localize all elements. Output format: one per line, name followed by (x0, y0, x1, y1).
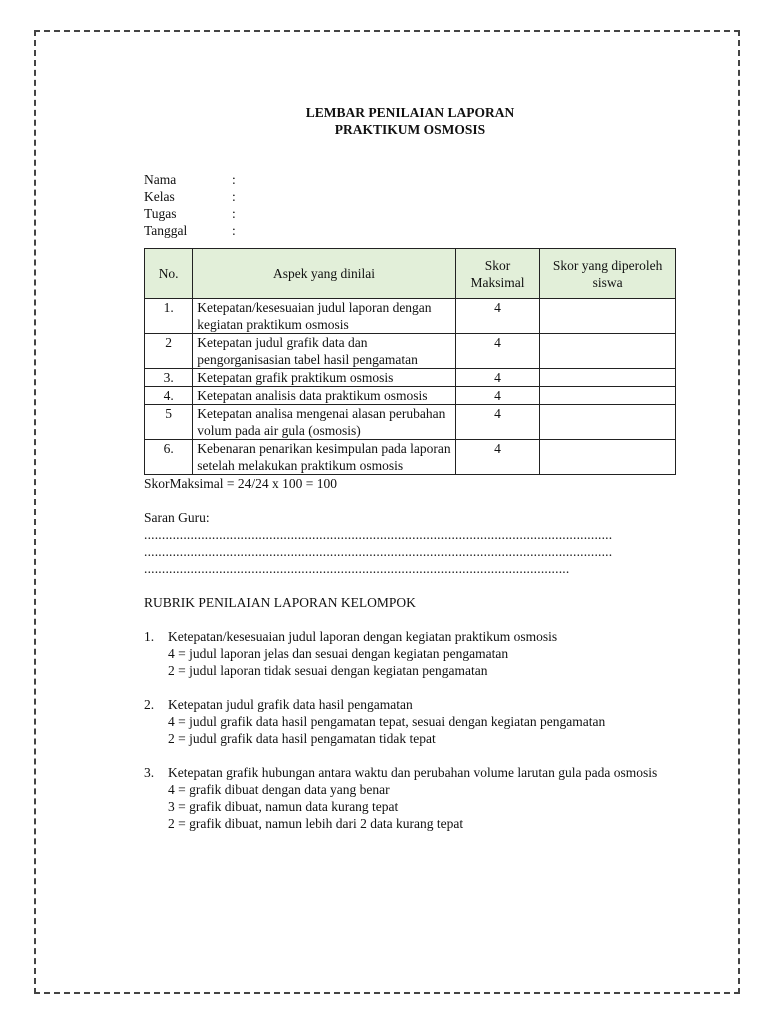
cell-skor-diperoleh[interactable] (540, 405, 676, 440)
identity-row-kelas (144, 188, 676, 205)
identity-colon: : (232, 189, 236, 204)
table-row (145, 387, 676, 405)
header-no: No. (145, 249, 193, 299)
cell-skor-diperoleh[interactable] (540, 369, 676, 387)
identity-fields (144, 171, 676, 239)
saran-line: ....................................................................................................................... (144, 561, 570, 576)
cell-no: 4. (145, 387, 193, 405)
identity-colon: : (232, 223, 236, 238)
identity-colon: : (232, 172, 236, 187)
header-skor-diperoleh: Skor yang diperoleh siswa (540, 249, 676, 299)
rubrik-score-desc: 4 = judul grafik data hasil pengamatan tepat, sesuai dengan kegiatan pengamatan (168, 714, 606, 729)
cell-no: 5 (145, 405, 193, 440)
rubrik-score-desc: 2 = grafik dibuat, namun lebih dari 2 data kurang tepat (168, 816, 464, 831)
table-row (145, 405, 676, 440)
table-row (145, 440, 676, 475)
table-row (145, 369, 676, 387)
rubrik-score-desc: 4 = judul laporan jelas dan sesuai dengan kegiatan pengamatan (168, 646, 509, 661)
cell-skor-diperoleh[interactable] (540, 440, 676, 475)
rubrik-score-desc: 3 = grafik dibuat, namun data kurang tepat (168, 799, 399, 814)
rubrik-title: RUBRIK PENILAIAN LAPORAN KELOMPOK (144, 595, 416, 610)
header-aspek: Aspek yang dinilai (193, 249, 455, 299)
rubrik-item (144, 696, 676, 747)
cell-aspek: Ketepatan judul grafik data dan pengorganisasian tabel hasil pengamatan (193, 334, 455, 369)
title-line-1: LEMBAR PENILAIAN LAPORAN (305, 105, 515, 120)
rubrik-score-desc: 4 = grafik dibuat dengan data yang benar (168, 782, 390, 797)
saran-line: ................................................................................................................................... (144, 544, 613, 559)
assessment-table (144, 248, 676, 475)
rubrik-item (144, 628, 676, 679)
cell-skor-diperoleh[interactable] (540, 387, 676, 405)
rubrik-number: 1. (144, 629, 155, 644)
cell-skor-maksimal: 4 (455, 299, 539, 334)
identity-row-tanggal (144, 222, 676, 239)
score-formula: SkorMaksimal = 24/24 x 100 = 100 (144, 476, 337, 491)
rubrik-criterion: Ketepatan grafik hubungan antara waktu dan perubahan volume larutan gula pada osmosis (168, 765, 658, 780)
rubrik-criterion: Ketepatan judul grafik data hasil pengamatan (168, 697, 413, 712)
rubrik-number: 3. (144, 765, 155, 780)
cell-skor-maksimal: 4 (455, 440, 539, 475)
cell-skor-maksimal: 4 (455, 369, 539, 387)
identity-row-nama (144, 171, 676, 188)
rubrik-list (144, 628, 676, 832)
cell-skor-maksimal: 4 (455, 334, 539, 369)
rubrik-item-head (144, 696, 676, 713)
document-body (144, 104, 676, 849)
rubrik-score-desc: 2 = judul grafik data hasil pengamatan tidak tepat (168, 731, 436, 746)
cell-aspek: Ketepatan analisa mengenai alasan perubahan volum pada air gula (osmosis) (193, 405, 455, 440)
identity-label: Nama (144, 172, 177, 187)
cell-skor-diperoleh[interactable] (540, 299, 676, 334)
cell-aspek: Ketepatan/kesesuaian judul laporan dengan kegiatan praktikum osmosis (193, 299, 455, 334)
identity-label: Tanggal (144, 223, 188, 238)
rubrik-number: 2. (144, 697, 155, 712)
cell-no: 3. (145, 369, 193, 387)
table-header-row (145, 249, 676, 299)
cell-aspek: Ketepatan grafik praktikum osmosis (193, 369, 455, 387)
cell-aspek: Kebenaran penarikan kesimpulan pada laporan setelah melakukan praktikum osmosis (193, 440, 455, 475)
title-line-2: PRAKTIKUM OSMOSIS (334, 122, 486, 137)
table-row (145, 299, 676, 334)
document-title (144, 104, 676, 138)
saran-guru-label: Saran Guru: (144, 510, 210, 525)
identity-row-tugas (144, 205, 676, 222)
cell-aspek: Ketepatan analisis data praktikum osmosis (193, 387, 455, 405)
identity-label: Kelas (144, 189, 175, 204)
cell-skor-diperoleh[interactable] (540, 334, 676, 369)
header-skor-maksimal: Skor Maksimal (455, 249, 539, 299)
cell-no: 1. (145, 299, 193, 334)
rubrik-score-desc: 2 = judul laporan tidak sesuai dengan kegiatan pengamatan (168, 663, 488, 678)
cell-no: 2 (145, 334, 193, 369)
cell-no: 6. (145, 440, 193, 475)
cell-skor-maksimal: 4 (455, 387, 539, 405)
rubrik-item (144, 764, 676, 832)
table-row (145, 334, 676, 369)
cell-skor-maksimal: 4 (455, 405, 539, 440)
saran-line: ................................................................................................................................... (144, 527, 613, 542)
identity-label: Tugas (144, 206, 177, 221)
rubrik-item-head (144, 628, 676, 645)
rubrik-criterion: Ketepatan/kesesuaian judul laporan dengan kegiatan praktikum osmosis (168, 629, 558, 644)
rubrik-item-head (144, 764, 676, 781)
identity-colon: : (232, 206, 236, 221)
